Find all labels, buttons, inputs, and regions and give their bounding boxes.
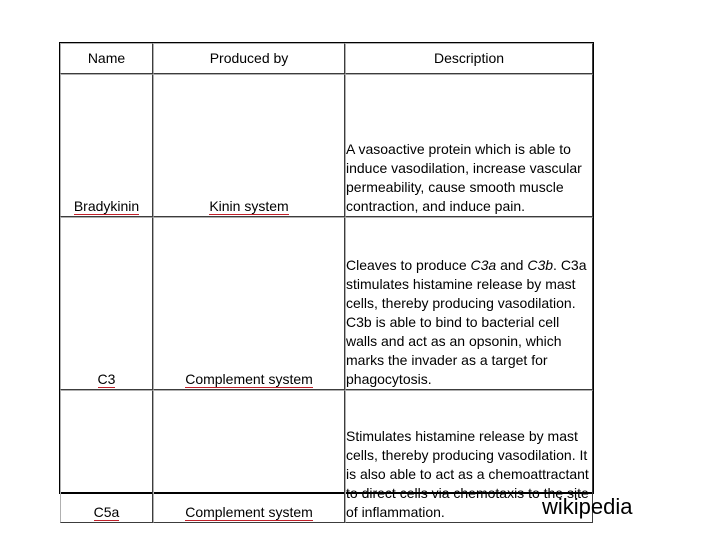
description-text: and	[496, 257, 528, 273]
name-cell	[60, 74, 153, 217]
c3a-term: C3a	[470, 257, 497, 273]
c3b-term: C3b	[527, 257, 554, 273]
bradykinin-link[interactable]: Bradykinin	[73, 198, 140, 214]
name-cell	[60, 390, 153, 523]
table-header-row	[60, 43, 593, 74]
column-header-name: Name	[60, 43, 153, 74]
produced-by-cell	[153, 390, 345, 523]
name-cell	[60, 217, 153, 390]
complement-system-link[interactable]: Complement system	[185, 504, 313, 520]
description-text: Cleaves to produce	[346, 257, 471, 273]
wikipedia-watermark: wikipedia	[542, 494, 633, 519]
description-text: . C3a stimulates histamine release by mast cells, thereby producing vasodilation. C3b is able to bind to bacterial cell walls and act as an opsonin, which marks the invader as a target for phagocytosis.	[346, 257, 587, 387]
column-header-produced-by: Produced by	[153, 43, 345, 74]
table-row-bradykinin	[60, 74, 593, 217]
complement-system-link[interactable]: Complement system	[185, 371, 313, 387]
c3-link[interactable]: C3	[97, 371, 116, 387]
c5a-link[interactable]: C5a	[93, 504, 120, 520]
produced-by-cell	[153, 74, 345, 217]
mediators-table	[60, 43, 593, 523]
table-row-c5a	[60, 390, 593, 523]
description-cell: A vasoactive protein which is able to induce vasodilation, increase vascular permeability, cause smooth muscle contraction, and induce pain.	[345, 74, 593, 217]
column-header-description: Description	[345, 43, 593, 74]
description-cell	[345, 217, 593, 390]
description-cell: Stimulates histamine release by mast cells, thereby producing vasodilation. It is also able to act as a chemoattractant to direct cells via chemotaxis to the site of inflammation.	[345, 390, 593, 523]
kinin-system-link[interactable]: Kinin system	[209, 198, 289, 214]
table-row-c3	[60, 217, 593, 390]
produced-by-cell	[153, 217, 345, 390]
